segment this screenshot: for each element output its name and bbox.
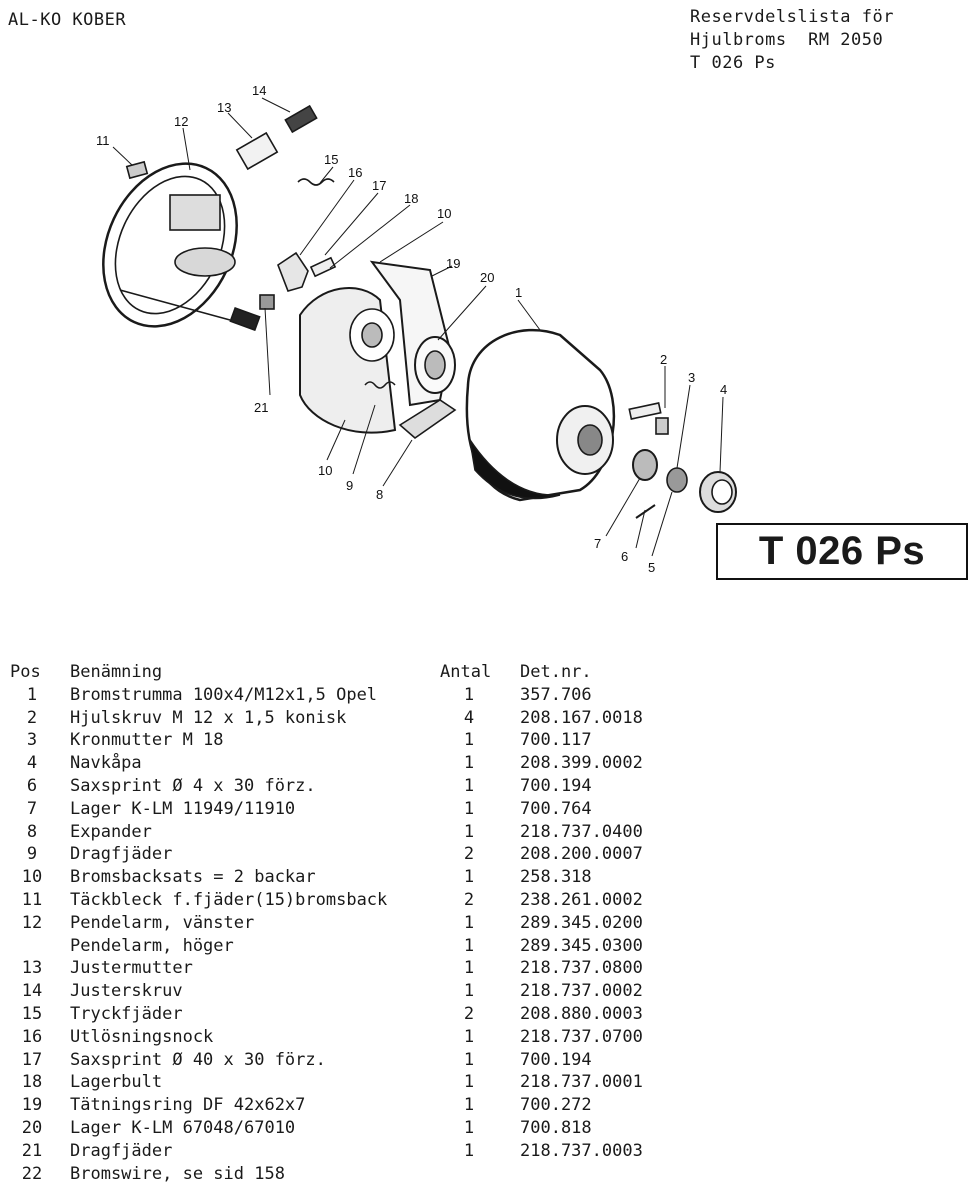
row-det: 700.764 — [520, 798, 592, 819]
table-row — [0, 708, 980, 731]
row-pos: 12 — [21, 912, 43, 933]
table-row — [0, 1004, 980, 1027]
row-name: Lager K-LM 11949/11910 — [70, 798, 296, 819]
release-cam — [278, 253, 308, 291]
row-name: Bromsbacksats = 2 backar — [70, 867, 316, 888]
wheel-bolt — [629, 403, 660, 419]
table-header — [0, 662, 980, 685]
callout-6: 6 — [621, 549, 629, 564]
table-row — [0, 1164, 980, 1187]
row-det: 700.818 — [520, 1117, 592, 1138]
row-name: Tätningsring DF 42x62x7 — [70, 1095, 306, 1116]
row-name: Hjulskruv M 12 x 1,5 konisk — [70, 707, 347, 728]
row-name: Tryckfjäder — [70, 1003, 183, 1024]
row-name: Täckbleck f.fjäder(15)bromsback — [70, 889, 388, 910]
row-qty: 1 — [463, 1140, 475, 1161]
row-det: 208.200.0007 — [520, 844, 643, 865]
row-qty: 1 — [463, 935, 475, 956]
row-det: 357.706 — [520, 684, 592, 705]
row-qty: 1 — [463, 958, 475, 979]
header-det: Det.nr. — [520, 662, 592, 682]
row-det: 700.117 — [520, 730, 592, 751]
row-qty: 1 — [463, 1072, 475, 1093]
row-qty: 4 — [463, 707, 475, 728]
callout-8: 8 — [376, 487, 384, 502]
parts-table — [0, 662, 980, 1186]
row-det: 238.261.0002 — [520, 889, 643, 910]
callout-11: 11 — [96, 133, 110, 148]
cover-plate — [127, 162, 147, 178]
row-pos: 22 — [21, 1163, 43, 1184]
table-row — [0, 981, 980, 1004]
callout-3: 3 — [688, 370, 696, 385]
row-name: Saxsprint Ø 4 x 30 förz. — [70, 775, 316, 796]
row-pos: 19 — [21, 1095, 43, 1116]
table-row — [0, 958, 980, 981]
row-name: Navkåpa — [70, 753, 142, 774]
cotter-pin — [636, 505, 655, 518]
bearing-7 — [633, 450, 657, 480]
row-pos: 8 — [26, 821, 38, 842]
row-pos: 14 — [21, 981, 43, 1002]
row-qty: 1 — [463, 981, 475, 1002]
table-row — [0, 913, 980, 936]
row-qty: 2 — [463, 1003, 475, 1024]
row-qty: 1 — [463, 1049, 475, 1070]
title-line-3: T 026 Ps — [690, 53, 776, 73]
table-row — [0, 1095, 980, 1118]
row-qty: 1 — [463, 798, 475, 819]
table-row — [0, 936, 980, 959]
row-det: 700.194 — [520, 1049, 592, 1070]
document-title — [690, 6, 894, 75]
row-pos: 10 — [21, 867, 43, 888]
row-det: 218.737.0003 — [520, 1140, 643, 1161]
row-qty: 1 — [463, 1117, 475, 1138]
table-row — [0, 1141, 980, 1164]
row-pos: 2 — [26, 707, 38, 728]
table-row — [0, 844, 980, 867]
callout-18: 18 — [404, 191, 419, 206]
table-row — [0, 685, 980, 708]
adjusting-nut — [237, 133, 277, 169]
row-pos: 3 — [26, 730, 38, 751]
callout-17: 17 — [372, 178, 387, 193]
row-det: 208.399.0002 — [520, 753, 643, 774]
row-pos: 6 — [26, 775, 38, 796]
table-row — [0, 1050, 980, 1073]
row-qty: 1 — [463, 1026, 475, 1047]
callout-21: 21 — [254, 400, 269, 415]
callout-10a: 10 — [318, 463, 333, 478]
header-pos: Pos — [10, 662, 41, 682]
row-name: Dragfjäder — [70, 1140, 173, 1161]
callout-9: 9 — [346, 478, 354, 493]
row-pos: 16 — [21, 1026, 43, 1047]
row-name: Expander — [70, 821, 152, 842]
callout-2: 2 — [660, 352, 668, 367]
table-row — [0, 776, 980, 799]
table-row — [0, 822, 980, 845]
row-det: 289.345.0300 — [520, 935, 643, 956]
callout-12: 12 — [174, 114, 189, 129]
row-det: 218.737.0400 — [520, 821, 643, 842]
title-line-1: Reservdelslista för — [690, 7, 894, 27]
row-pos: 11 — [21, 889, 43, 910]
callout-20: 20 — [480, 270, 495, 285]
row-pos: 17 — [21, 1049, 43, 1070]
row-qty: 2 — [463, 844, 475, 865]
compression-spring — [298, 179, 334, 185]
brake-shoes — [300, 288, 395, 433]
row-name: Justermutter — [70, 958, 193, 979]
row-name: Kronmutter M 18 — [70, 730, 224, 751]
header-qty: Antal — [440, 662, 492, 682]
title-line-2: Hjulbroms RM 2050 — [690, 30, 884, 50]
callout-5: 5 — [648, 560, 656, 575]
adjusting-screw — [285, 106, 316, 132]
row-name: Pendelarm, höger — [70, 935, 234, 956]
table-row — [0, 1118, 980, 1141]
row-pos: 9 — [26, 844, 38, 865]
row-name: Dragfjäder — [70, 844, 173, 865]
row-det: 700.194 — [520, 775, 592, 796]
callout-13: 13 — [217, 100, 232, 115]
row-pos: 20 — [21, 1117, 43, 1138]
row-name: Lager K-LM 67048/67010 — [70, 1117, 296, 1138]
callout-15: 15 — [324, 152, 339, 167]
row-det: 289.345.0200 — [520, 912, 643, 933]
row-det: 218.737.0001 — [520, 1072, 643, 1093]
expander — [400, 400, 455, 438]
table-row — [0, 799, 980, 822]
row-name: Saxsprint Ø 40 x 30 förz. — [70, 1049, 326, 1070]
row-name: Bromstrumma 100x4/M12x1,5 Opel — [70, 684, 378, 705]
castle-nut — [667, 468, 687, 492]
table-row — [0, 730, 980, 753]
callout-19: 19 — [446, 256, 461, 271]
callout-16: 16 — [348, 165, 363, 180]
table-row — [0, 867, 980, 890]
axle-stub — [175, 248, 235, 276]
brand-label: AL-KO KOBER — [8, 10, 127, 30]
table-body — [0, 685, 980, 1187]
row-det: 208.167.0018 — [520, 707, 643, 728]
row-det: 218.737.0800 — [520, 958, 643, 979]
row-name: Utlösningsnock — [70, 1026, 214, 1047]
row-pos: 21 — [21, 1140, 43, 1161]
row-qty: 1 — [463, 1095, 475, 1116]
row-qty: 1 — [463, 775, 475, 796]
row-name: Pendelarm, vänster — [70, 912, 255, 933]
table-row — [0, 1027, 980, 1050]
row-pos: 18 — [21, 1072, 43, 1093]
row-name: Bromswire, se sid 158 — [70, 1163, 285, 1184]
row-det: 700.272 — [520, 1095, 592, 1116]
exploded-brake-diagram — [0, 80, 980, 600]
row-det: 218.737.0002 — [520, 981, 643, 1002]
row-det: 208.880.0003 — [520, 1003, 643, 1024]
table-row — [0, 1072, 980, 1095]
row-qty: 1 — [463, 821, 475, 842]
row-pos: 1 — [26, 684, 38, 705]
callout-10b: 10 — [437, 206, 452, 221]
row-det: 218.737.0700 — [520, 1026, 643, 1047]
row-name: Lagerbult — [70, 1072, 163, 1093]
callout-7: 7 — [594, 536, 602, 551]
table-row — [0, 890, 980, 913]
part-code-box: T 026 Ps — [716, 523, 968, 580]
row-pos: 4 — [26, 753, 38, 774]
callout-4: 4 — [720, 382, 728, 397]
row-qty: 2 — [463, 889, 475, 910]
row-pos: 15 — [21, 1003, 43, 1024]
table-row — [0, 753, 980, 776]
row-qty: 1 — [463, 753, 475, 774]
row-qty: 1 — [463, 867, 475, 888]
row-det: 258.318 — [520, 867, 592, 888]
row-qty: 1 — [463, 684, 475, 705]
row-pos: 7 — [26, 798, 38, 819]
header-name: Benämning — [70, 662, 163, 682]
row-name: Justerskruv — [70, 981, 183, 1002]
callout-14: 14 — [252, 83, 267, 98]
callout-1: 1 — [515, 285, 523, 300]
row-qty: 1 — [463, 912, 475, 933]
row-qty: 1 — [463, 730, 475, 751]
row-pos: 13 — [21, 958, 43, 979]
